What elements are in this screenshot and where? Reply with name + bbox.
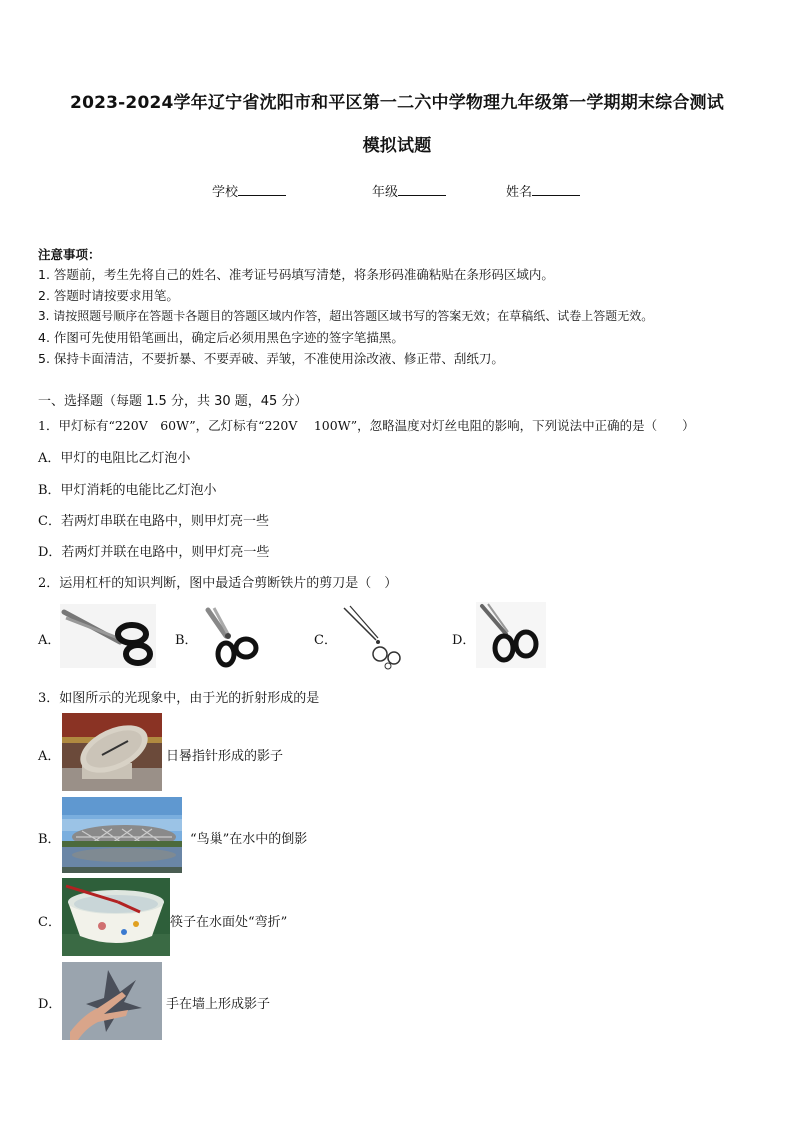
school-label: 学校 [212,185,239,200]
q1-option-d: D．若两灯并联在电路中，则甲灯亮一些 [38,545,270,560]
page-subtitle: 模拟试题 [362,136,432,156]
q1-option-b: B．甲灯消耗的电能比乙灯泡小 [38,483,217,498]
q1-option-c: C．若两灯串联在电路中，则甲灯亮一些 [38,514,269,529]
grade-field [372,181,446,200]
q2-label-c: C． [314,633,337,648]
note-item: 2. 答题时请按要求用笔。 [38,288,179,303]
q3-option-d-text: 手在墙上形成影子 [166,997,271,1012]
page-title: 2023-2024学年辽宁省沈阳市和平区第一二六中学物理九年级第一学期期末综合测试 [70,93,724,113]
chopsticks-bowl-image [62,878,170,956]
hand-shadow-image [62,962,162,1040]
name-field [506,181,580,200]
q3-option-b-text: “鸟巢”在水中的倒影 [190,832,308,847]
note-item: 1. 答题前，考生先将自己的姓名、准考证号码填写清楚，将条形码准确粘贴在条形码区域内。 [38,267,554,282]
question-2-stem: 2．运用杠杆的知识判断，图中最适合剪断铁片的剪刀是（ ） [38,576,398,591]
name-label: 姓名 [506,185,533,200]
scissors-d-icon [476,602,546,668]
q1-option-a: A．甲灯的电阻比乙灯泡小 [38,451,191,466]
q2-label-b: B． [175,633,198,648]
grade-label: 年级 [372,185,399,200]
q3-label-a: A． [38,749,61,764]
school-field [212,181,286,200]
q3-label-c: C． [38,915,61,930]
question-3-stem: 3．如图所示的光现象中，由于光的折射形成的是 [38,691,320,706]
sundial-image [62,713,162,791]
scissors-a-icon [60,604,156,668]
q3-option-a-text: 日晷指针形成的影子 [166,749,284,764]
q3-label-d: D． [38,997,62,1012]
question-1-stem: 1．甲灯标有“220V 60W”，乙灯标有“220V 100W”，忽略温度对灯丝电阻的影响，下列说法中正确的是（ ） [38,418,695,433]
scissors-c-icon [340,604,404,670]
section-heading: 一、选择题（每题 1.5 分，共 30 题，45 分） [38,394,308,409]
q2-label-d: D． [452,633,476,648]
q2-label-a: A． [38,633,61,648]
notes-heading: 注意事项： [38,247,101,262]
q3-label-b: B． [38,832,61,847]
scissors-b-icon [200,604,264,668]
note-item: 5. 保持卡面清洁，不要折暴、不要弄破、弄皱，不准使用涂改液、修正带、刮纸刀。 [38,351,504,366]
q3-option-c-text: 筷子在水面处“弯折” [170,915,288,930]
note-item: 3. 请按照题号顺序在答题卡各题目的答题区域内作答，超出答题区域书写的答案无效；在草稿纸、试卷上答题无效。 [38,309,654,323]
note-item: 4. 作图可先使用铅笔画出，确定后必须用黑色字迹的签字笔描黑。 [38,330,404,345]
birds-nest-image [62,797,182,873]
